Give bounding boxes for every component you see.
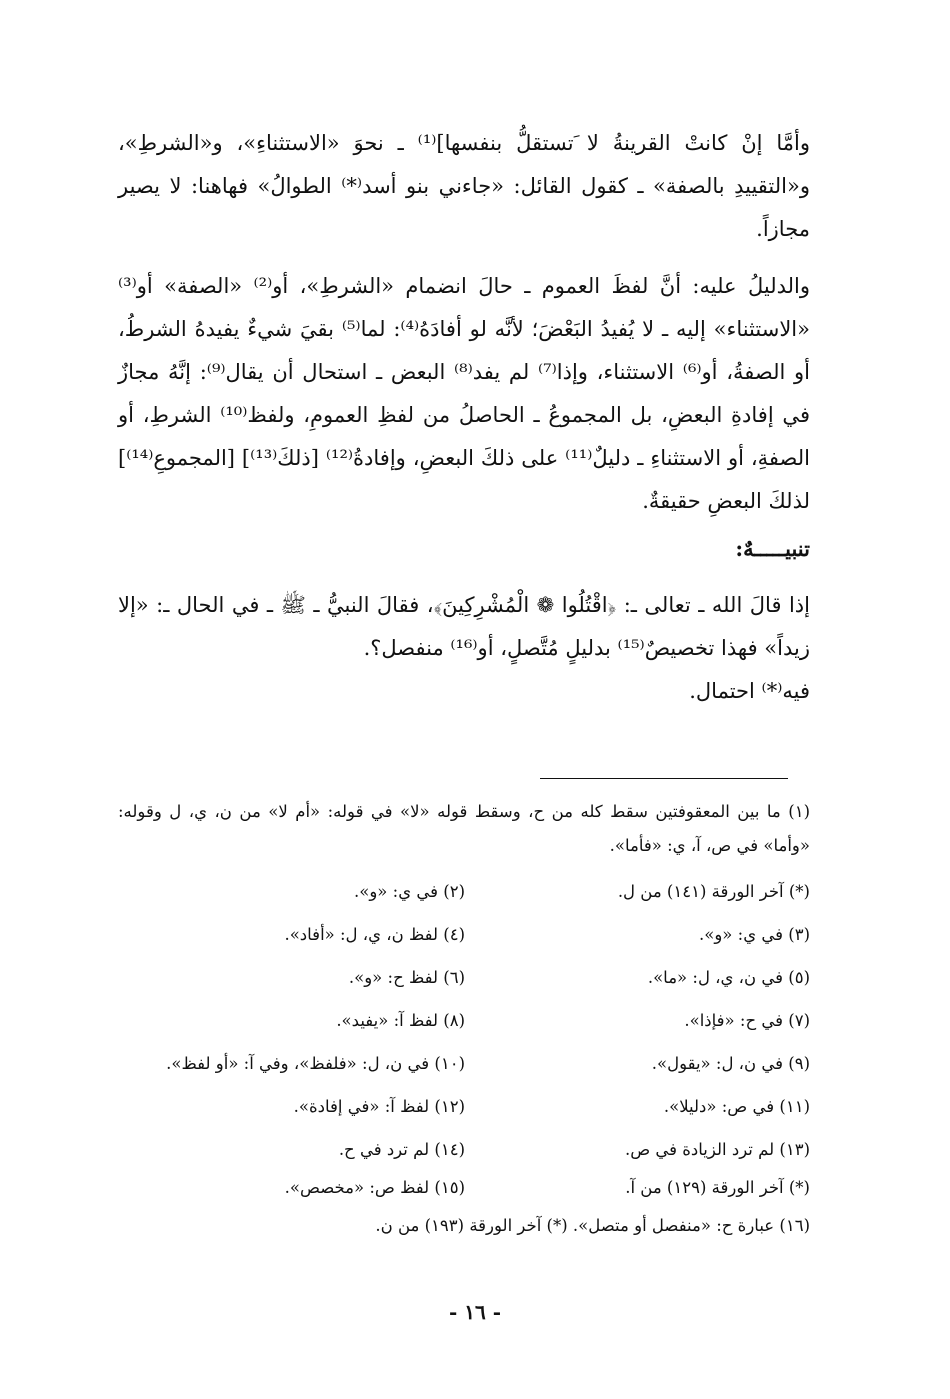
footnote-row [118,1090,810,1133]
footnote-row [118,875,810,918]
footnote: (٩) في ن، ل: «يقول». [651,1054,810,1073]
section-heading: تنبيـــــهٌ: [735,536,810,561]
footnote: (١٥) لفظ ص: «مخصص». [284,1178,465,1197]
footnote: (١٣) لم ترد الزيادة في ص. [624,1140,810,1159]
main-text [118,122,810,713]
paragraph: والدليلُ عليه: أنَّ لفظَ العموم ـ حالَ انضمام «الشرطِ»، أو⁽²⁾ «الصفة» أو⁽³⁾ «الاستثناء» إليه ـ لا يُفيدُ البَعْضَ؛ لأنَّه لو أفادَهُ⁽⁴⁾: لما⁽⁵⁾ بقيَ شيءٌ يفيدهُ الشرطُ، أو الصفةُ، أو⁽⁶⁾ الاستثناء، وإذا⁽⁷⁾ لم يفد⁽⁸⁾ البعض ـ استحال أن يقال⁽⁹⁾: إنَّهُ مجازٌ في إفادةِ البعضِ، بل المجموعُ ـ الحاصلُ من لفظِ العمومِ، ولفظ⁽¹⁰⁾ الشرطِ، أو الصفةِ، أو الاستثناءِ ـ دليلٌ⁽¹¹⁾ على ذلكَ البعضِ، وإفادةُ⁽¹²⁾ [ذلكَ⁽¹³⁾] [المجموعِ⁽¹⁴⁾] لذلكَ البعضِ حقيقةٌ. [118,274,810,513]
footnote-row [118,918,810,961]
footnote: (*) آخر الورقة (١٢٩) من آ. [625,1178,810,1197]
footnote-row [118,1171,810,1209]
footnote: (١٦) عبارة ح: «منفصل أو متصل». (*) آخر الورقة (١٩٣) من ن. [375,1216,810,1235]
page-number: - ١٦ - [448,1300,501,1324]
paragraph: إذا قالَ الله ـ تعالى ـ: ﴿اقْتُلُوا ❁ الْمُشْرِكِينَ﴾، فقالَ النبيُّ ـ ﷺ ـ في الحال ـ: «إلا زيداً» فهذا تخصيصٌ⁽¹⁵⁾ بدليلٍ مُتَّصلٍ، أو⁽¹⁶⁾ منفصل؟. [118,593,810,660]
footnote-row [118,1133,810,1171]
footnote: (*) آخر الورقة (١٤١) من ل. [617,882,810,901]
footnote: (١٤) لم ترد في ح. [338,1140,465,1159]
footnote: (٤) لفظ ن، ي، ل: «أفاد». [284,925,465,944]
footnote-row [118,1004,810,1047]
footnote-row [118,1047,810,1090]
paragraph: وأمَّا إنْ كانتْ القرينةُ لا َتستقلُّ بنفسها]⁽¹⁾ ـ نحوَ «الاستثناءِ»، و«الشرطِ»، و«التقييدِ بالصفة» ـ كقول القائل: «جاءني بنو أسد⁽*⁾ الطوالُ» فهاهنا: لا يصير مجازاً. [118,131,810,241]
footnote: (٥) في ن، ي، ل: «ما». [647,968,810,987]
footnote: (١٠) في ن، ل: «فلفظ»، وفي آ: «أو لفظ». [166,1054,465,1073]
footnote: (٨) لفظ آ: «يفيد». [336,1011,465,1030]
footnote: (٧) في ح: «فإذا». [684,1011,810,1030]
footnotes [118,795,810,1245]
footnote: (٢) في ي: «و». [353,882,465,901]
footnote-row [118,961,810,1004]
paragraph: فيه⁽*⁾ احتمال. [689,679,810,703]
footnote: (١) ما بين المعقوفتين سقط كله من ح، وسقط قوله «لا» في قوله: «أم لا» من ن، ي، ل وقوله: «وأما» في ص، آ، ي: «فأما». [118,802,810,855]
footnote: (٦) لفظ ح: «و». [348,968,465,987]
footnote: (٣) في ي: «و». [698,925,810,944]
footnote: (١١) في ص: «دليلا». [663,1097,810,1116]
footnote-divider [540,778,788,779]
footnote: (١٢) لفظ آ: «في إفادة». [293,1097,465,1116]
